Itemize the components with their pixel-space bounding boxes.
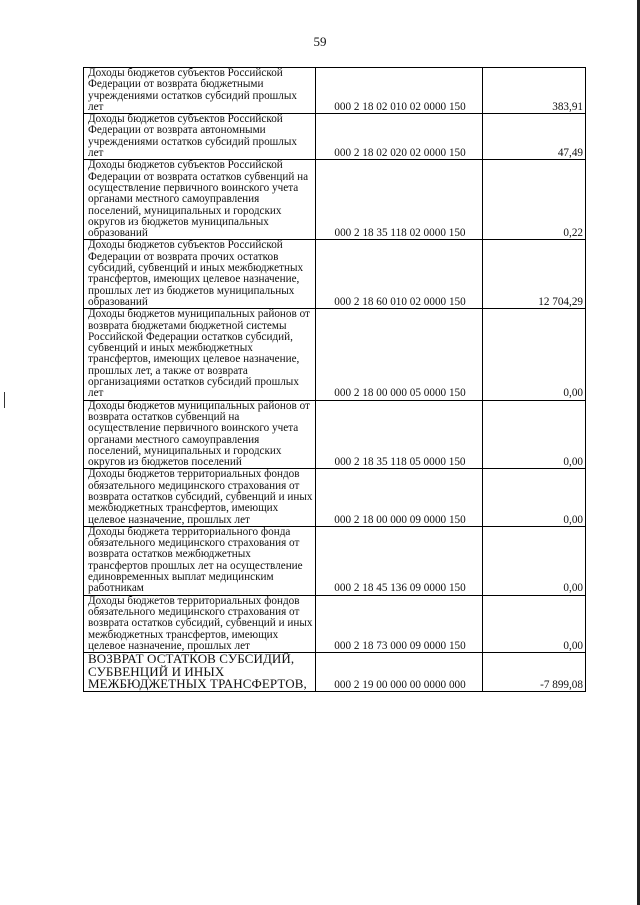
row-amount: 0,00 — [483, 595, 586, 652]
row-description: ВОЗВРАТ ОСТАТКОВ СУБСИДИЙ, СУБВЕНЦИЙ И ИНЫХ МЕЖБЮДЖЕТНЫХ ТРАНСФЕРТОВ, — [84, 653, 316, 692]
row-description: Доходы бюджетов субъектов Российской Федерации от возврата бюджетными учреждениями остатков субсидий прошлых лет — [84, 68, 316, 114]
table-row — [84, 400, 586, 469]
row-description: Доходы бюджетов муниципальных районов от возврата бюджетами бюджетной системы Российской Федерации остатков субсидий, субвенций и иных межбюджетных трансфертов, имеющих целевое назначение, прошлых лет, а также от возврата организациями остатков субсидий прошлых лет — [84, 309, 316, 400]
row-description: Доходы бюджетов муниципальных районов от возврата остатков субвенций на осуществление первичного воинского учета органами местного самоуправления поселений, муниципальных и городских округов из бюджетов поселений — [84, 400, 316, 469]
row-description: Доходы бюджетов субъектов Российской Федерации от возврата прочих остатков субсидий, субвенций и иных межбюджетных трансфертов, имеющих целевое назначение, прошлых лет из бюджетов муниципальных образований — [84, 240, 316, 309]
row-amount: -7 899,08 — [483, 653, 586, 692]
row-amount: 0,00 — [483, 526, 586, 595]
row-description: Доходы бюджетов субъектов Российской Федерации от возврата автономными учреждениями остатков субсидий прошлых лет — [84, 114, 316, 160]
row-code: 000 2 18 45 136 09 0000 150 — [316, 526, 483, 595]
row-description: Доходы бюджета территориального фонда обязательного медицинского страхования от возврата остатков межбюджетных трансфертов прошлых лет на осуществление единовременных выплат медицинским работникам — [84, 526, 316, 595]
page-number: 59 — [313, 34, 327, 49]
row-amount: 383,91 — [483, 68, 586, 114]
table-row — [84, 595, 586, 652]
row-code: 000 2 18 60 010 02 0000 150 — [316, 240, 483, 309]
table-row — [84, 68, 586, 114]
row-code: 000 2 18 00 000 09 0000 150 — [316, 469, 483, 526]
table-row — [84, 653, 586, 692]
row-amount: 0,00 — [483, 469, 586, 526]
table-row — [84, 309, 586, 400]
table-row — [84, 240, 586, 309]
row-description: Доходы бюджетов субъектов Российской Федерации от возврата остатков субвенций на осуществление первичного воинского учета органами местного самоуправления поселений, муниципальных и городских округов из бюджетов муниципальных образований — [84, 160, 316, 240]
row-code: 000 2 18 02 010 02 0000 150 — [316, 68, 483, 114]
table-row — [84, 469, 586, 526]
scan-edge-mark — [4, 392, 5, 408]
row-code: 000 2 19 00 000 00 0000 000 — [316, 653, 483, 692]
row-description: Доходы бюджетов территориальных фондов обязательного медицинского страхования от возврата остатков субсидий, субвенций и иных межбюджетных трансфертов, имеющих целевое назначение, прошлых лет — [84, 469, 316, 526]
table-row — [84, 114, 586, 160]
revenue-table — [83, 67, 586, 692]
row-amount: 0,22 — [483, 160, 586, 240]
row-description: Доходы бюджетов территориальных фондов обязательного медицинского страхования от возврата остатков субсидий, субвенций и иных межбюджетных трансфертов, имеющих целевое назначение, прошлых лет — [84, 595, 316, 652]
row-amount: 0,00 — [483, 309, 586, 400]
row-code: 000 2 18 35 118 02 0000 150 — [316, 160, 483, 240]
table-row — [84, 160, 586, 240]
row-amount: 47,49 — [483, 114, 586, 160]
row-code: 000 2 18 00 000 05 0000 150 — [316, 309, 483, 400]
row-amount: 0,00 — [483, 400, 586, 469]
table-row — [84, 526, 586, 595]
row-amount: 12 704,29 — [483, 240, 586, 309]
row-code: 000 2 18 73 000 09 0000 150 — [316, 595, 483, 652]
row-code: 000 2 18 02 020 02 0000 150 — [316, 114, 483, 160]
row-code: 000 2 18 35 118 05 0000 150 — [316, 400, 483, 469]
